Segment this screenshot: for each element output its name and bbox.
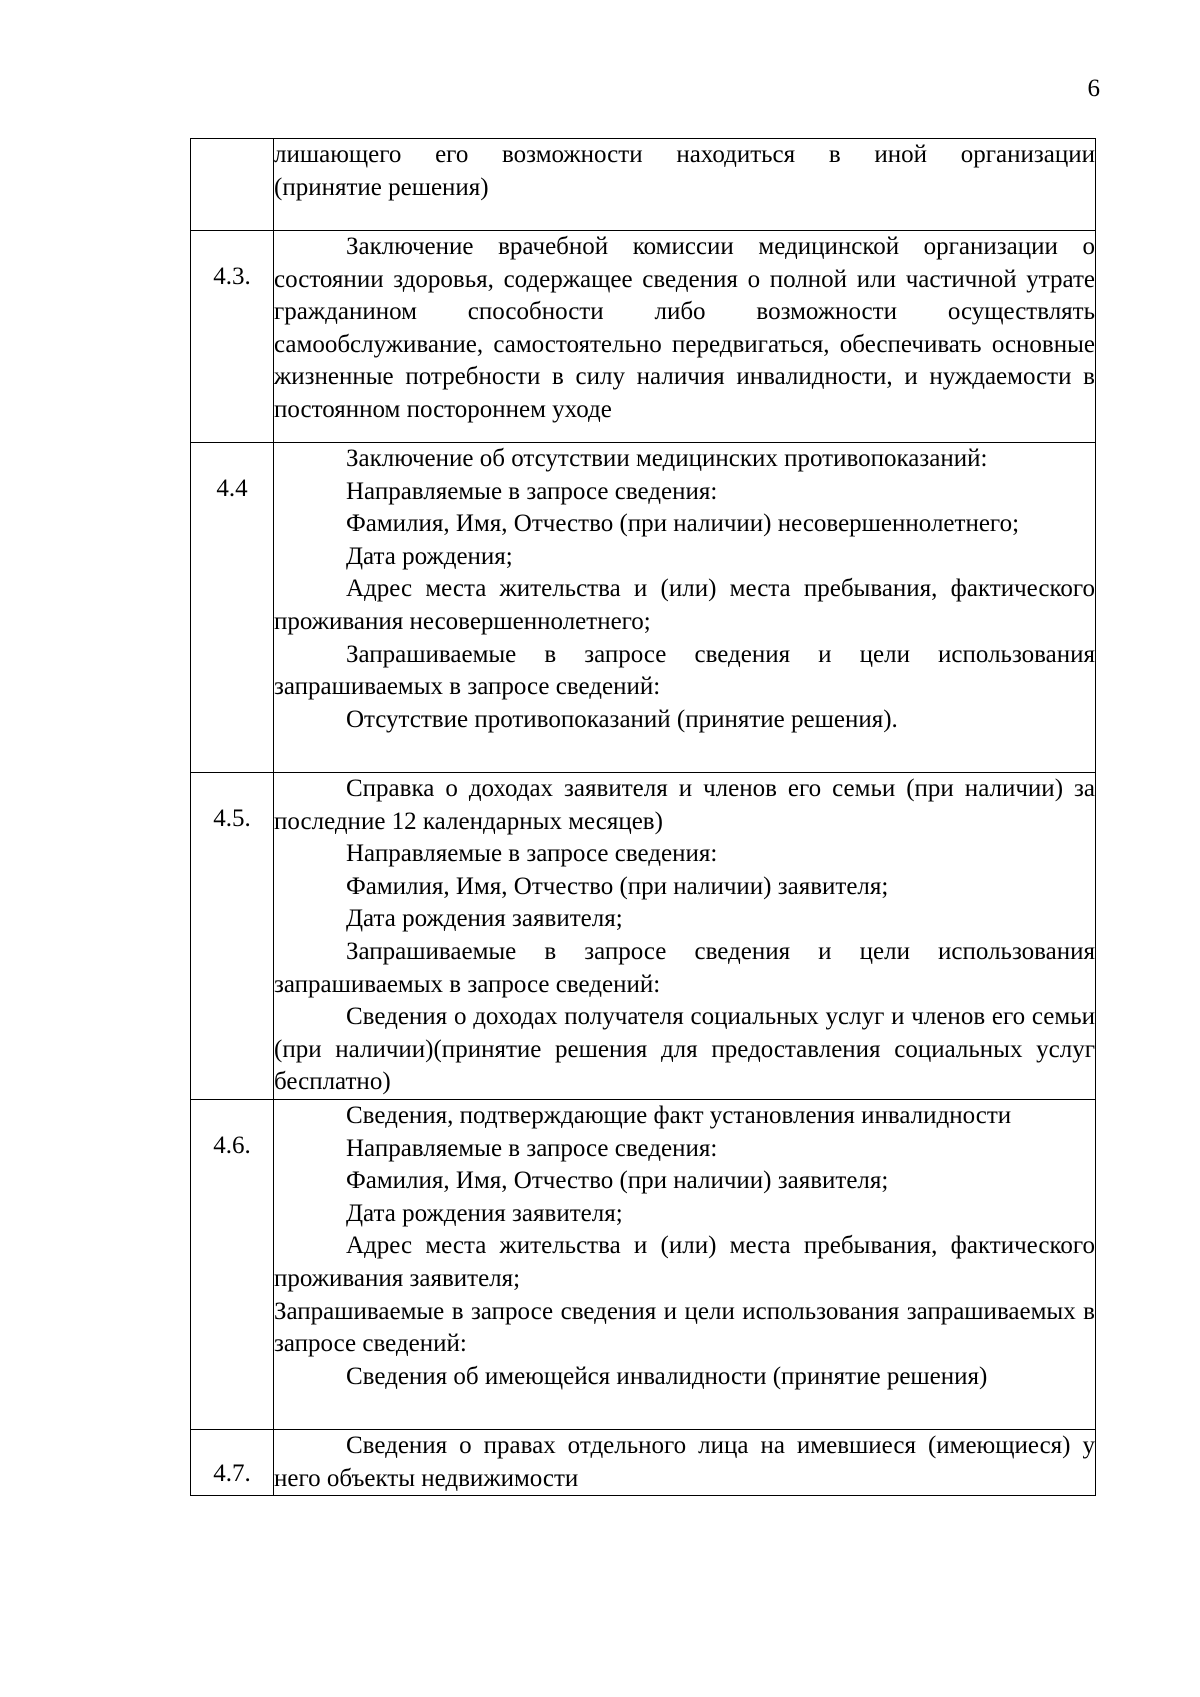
row-paragraph: Сведения о доходах получателя социальных услуг и членов его семьи (при наличии)(принятие решения для предоставления социальных услуг бесплатно) [274,1003,1095,1096]
row-paragraph: Фамилия, Имя, Отчество (при наличии) несовершеннолетнего; [346,510,1020,538]
table-row [191,1099,1096,1429]
row-paragraph: Адрес места жительства и (или) места пребывания, фактического проживания заявителя; [274,1232,1095,1292]
row-paragraph: Запрашиваемые в запросе сведения и цели использования запрашиваемых в запросе сведений: [274,937,1095,998]
row-paragraph: Дата рождения; [346,542,513,570]
row-number-cell [191,231,274,443]
row-paragraph: Адрес места жительства и (или) места пребывания, фактического проживания несовершеннолетнего; [274,575,1095,635]
table-body [191,139,1096,1496]
row-description-cell [274,443,1096,773]
row-number-cell [191,1429,274,1495]
row-description-cell [274,1099,1096,1429]
row-description-cell [274,1429,1096,1495]
row-number: 4.4 [216,475,248,502]
row-paragraph: Справка о доходах заявителя и членов его семьи (при наличии) за последние 12 календарных месяцев) [274,775,1095,835]
row-number-cell [191,773,274,1100]
table-row [191,773,1096,1100]
table-row [191,139,1096,231]
row-paragraph: лишающего его возможности находиться в иной организации [274,141,1095,168]
row-paragraph: Фамилия, Имя, Отчество (при наличии) заявителя; [346,872,889,900]
table-row [191,231,1096,443]
row-paragraph: Фамилия, Имя, Отчество (при наличии) заявителя; [346,1167,889,1195]
row-paragraph: Дата рождения заявителя; [346,905,623,933]
table-row [191,443,1096,773]
row-paragraph: Сведения о правах отдельного лица на имевшиеся (имеющиеся) у него объекты недвижимости [274,1431,1095,1492]
row-description-cell [274,773,1096,1100]
row-paragraph: Заключение об отсутствии медицинских противопоказаний: [346,445,988,472]
row-description-cell [274,231,1096,443]
row-description-cell [274,139,1096,231]
row-paragraph: (принятие решения) [274,173,489,201]
page-number: 6 [1087,75,1100,102]
row-paragraph: Запрашиваемые в запросе сведения и цели использования запрашиваемых в запросе сведений: [274,640,1095,701]
row-paragraph: Отсутствие противопоказаний (принятие решения). [346,705,898,733]
row-number: 4.6. [213,1131,251,1159]
row-number: 4.3. [213,263,251,290]
row-paragraph: Сведения, подтверждающие факт установления инвалидности [346,1101,1012,1129]
row-paragraph: Направляемые в запросе сведения: [346,477,718,505]
row-number-cell [191,139,274,231]
row-paragraph: Заключение врачебной комиссии медицинской организации о состоянии здоровья, содержащее сведения о полной или частичной утрате гражданином способности либо возможности осуществлять самообслуживание, самостоятельно передвигаться, обеспечивать основные жизненные потребности в силу наличия инвалидности, и нуждаемости в постоянном постороннем уходе [274,233,1095,423]
row-paragraph: Дата рождения заявителя; [346,1199,623,1227]
row-number-cell [191,443,274,773]
requirements-table [190,138,1096,1496]
row-number-cell [191,1099,274,1429]
row-paragraph: Сведения об имеющейся инвалидности (принятие решения) [346,1362,988,1390]
row-paragraph: Запрашиваемые в запросе сведения и цели использования запрашиваемых в запросе сведений: [274,1297,1095,1358]
row-number: 4.7. [213,1459,251,1487]
table-row [191,1429,1096,1495]
row-paragraph: Направляемые в запросе сведения: [346,1134,718,1162]
row-paragraph: Направляемые в запросе сведения: [346,840,718,868]
row-number: 4.5. [213,805,251,832]
